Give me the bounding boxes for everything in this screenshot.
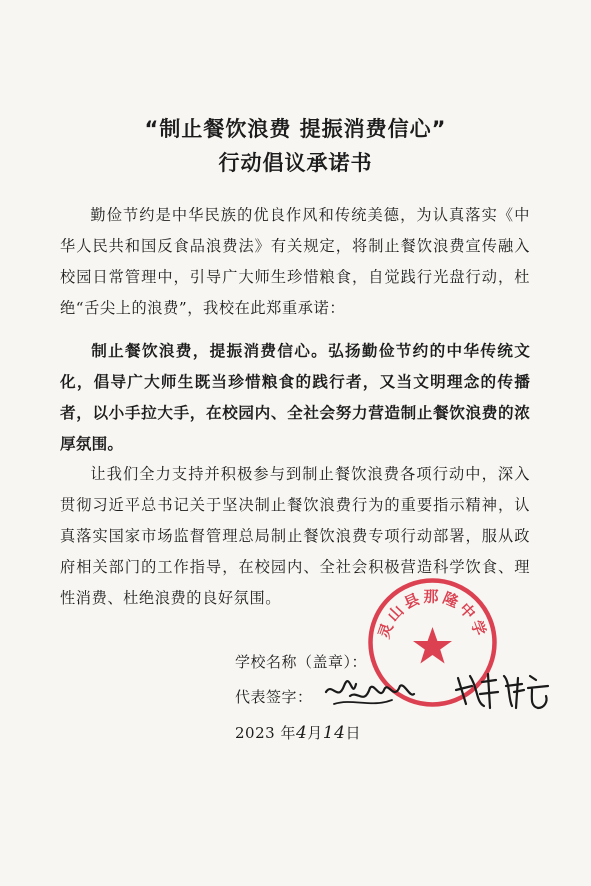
signature-1 — [322, 672, 417, 712]
signature-2 — [452, 668, 552, 712]
date-month: 4 — [295, 723, 308, 743]
title-line-2: 行动倡议承诺书 — [218, 151, 373, 175]
representative-label: 代表签字： — [235, 688, 313, 706]
paragraph-commitment: 制止餐饮浪费，提振消费信心。弘扬勤俭节约的中华传统文化，倡导广大师生既当珍惜粮食的践行者，又当文明理念的传播者，以小手拉大手，在校园内、全社会努力营造制止餐饮浪费的浓厚氛围。 — [60, 342, 530, 453]
date-year: 2023 年 — [235, 724, 296, 742]
title-line-1: “制止餐饮浪费 提振消费信心” — [144, 117, 447, 141]
school-name-label: 学校名称（盖章）： — [235, 653, 368, 671]
paragraph-intro: 勤俭节约是中华民族的优良作风和传统美德，为认真落实《中华人民共和国反食品浪费法》有关规定，将制止餐饮浪费宣传融入校园日常管理中，引导广大师生珍惜粮食，自觉践行光盘行动，杜绝“舌尖上的浪费”，我校在此郑重承诺： — [60, 206, 530, 317]
seal-star-icon — [413, 627, 452, 664]
seal-text: 灵山县那隆中学 — [374, 587, 491, 641]
date-day-unit: 日 — [345, 724, 361, 742]
paragraph-action: 让我们全力支持并积极参与到制止餐饮浪费各项行动中，深入贯彻习近平总书记关于坚决制止餐饮浪费行为的重要指示精神，认真落实国家市场监督管理总局制止餐饮浪费专项行动部署，服从政府相关部门的工作指导，在校园内、全社会积极营造科学饮食、理性消费、杜绝浪费的良好氛围。 — [60, 465, 530, 607]
date-day: 14 — [322, 723, 346, 743]
date-month-unit: 月 — [307, 724, 323, 742]
date-line — [235, 722, 361, 743]
